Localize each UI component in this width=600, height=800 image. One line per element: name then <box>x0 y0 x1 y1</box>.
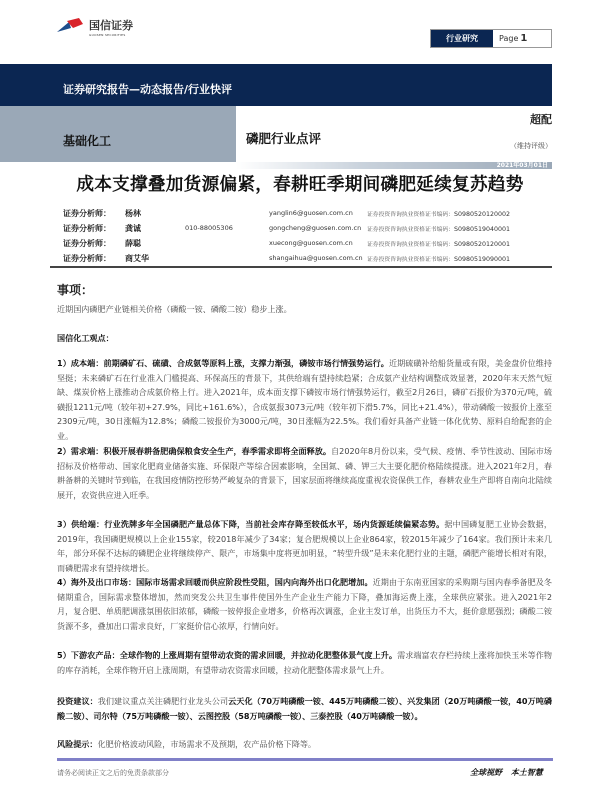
page-label: Page <box>499 34 519 43</box>
report-type-band: 证券研究报告—动态报告/行业快评 <box>0 64 552 106</box>
analyst-row <box>63 252 553 264</box>
analyst-role: 证券分析师： <box>63 208 111 218</box>
analyst-row <box>63 222 553 234</box>
license-number: S0980519040001 <box>453 225 511 233</box>
invest-picks: 云天化（70万吨磷酸一铵、445万吨磷酸二铵）、兴发集团（20万吨磷酸一铵，40万吨磷酸二铵）、司尔特（75万吨磷酸一铵）、云图控股（58万吨磷酸一铵）、三泰控股（40万吨磷酸一铵）。 <box>57 696 552 721</box>
license-number: S0980520120001 <box>453 240 511 248</box>
viewpoint-lead: 3）供给端：行业洗牌多年全国磷肥产量总体下降，当前社会库存降至较低水平，场内货源延续偏紧态势。 <box>57 519 445 529</box>
license-label: 证券投资咨询执业资格证书编码： <box>367 226 454 233</box>
footer-divider <box>57 758 553 761</box>
investment-advice <box>57 694 552 723</box>
report-title: 成本支撑叠加货源偏紧，春耕旺季期间磷肥延续复苏趋势 <box>76 175 524 195</box>
analyst-email[interactable]: shangaihua@guosen.com.cn <box>269 254 363 262</box>
analyst-role: 证券分析师： <box>63 223 111 233</box>
viewpoint-body: 近期硫磺补给船货量或有限，美金盘价位维持坚挺；未来磷矿石在行业准入门槛提高、环保高压的背景下，其供给端有望持续趋紧；合成氨产业结构调整成效显著，2020年末天然气短缺、煤炭价格上涨推动合成氨价格上行。进入2021年，成本面支撑下磷铵市场行情强势运行，截至2月26日，磷矿石报价为370元/吨，硫磺报1211元/吨（较年初+27.9%，同比+161.6%），合成氨报3073元/吨（较年初下滑5.7%，同比+21.4%），带动磷酸一铵报价上涨至2309元/吨，30日涨幅为12.8%；磷酸二铵报价为3000元/吨，30日涨幅为22.5%。我们看好具备产业链一体化优势、原料自给配套的企业。 <box>57 358 552 441</box>
analyst-role: 证券分析师： <box>63 238 111 248</box>
section-tab: 行业研究 <box>431 30 493 47</box>
sector-label: 基础化工 <box>0 106 236 162</box>
license-label: 证券投资咨询执业资格证书编码： <box>367 241 454 248</box>
analyst-name: 薛聪 <box>125 238 141 248</box>
analyst-role: 证券分析师： <box>63 253 111 263</box>
logo-mark-icon <box>57 18 83 36</box>
viewpoint-lead: 5）下游农产品：全球作物的上涨周期有望带动农资的需求回暖，并拉动化肥整体景气度上升。 <box>57 650 398 660</box>
viewpoint-body: 自2020年8月份以来，受气候、疫情、季节性波动、国际市场招标及价格带动、国家化肥商业储备实施、环保限产等综合因素影响，全国氮、磷、钾三大主要化肥价格陆续提涨。进入2021年2月，春耕备耕的关键时节到临，在我国疫情防控形势严峻复杂的背景下，国家层面将继续高度重视农资保供工作，春耕农业生产即将自南向北陆续展开，农资供应进入旺季。 <box>57 446 553 500</box>
invest-label: 投资建议： <box>57 696 98 706</box>
logo-name: 国信证券 <box>89 19 133 32</box>
viewpoint-paragraph <box>57 575 552 633</box>
page-indicator <box>493 30 527 47</box>
logo-subtitle: GUOSEN SECURITIES <box>89 33 126 37</box>
events-text: 近期国内磷肥产业链相关价格（磷酸一铵、磷酸二铵）稳步上涨。 <box>57 304 292 314</box>
analyst-email[interactable]: yanglin6@guosen.com.cn <box>269 209 353 217</box>
viewpoint-paragraph <box>57 648 552 677</box>
viewpoint-body: 近期由于东南亚国家的采购期与国内春季备肥及冬储期重合，国际需求整体增加，然而突发公共卫生事件使国外生产企业生产能力下降，叠加海运费上涨，全球供应紧张。进入2021年2月，复合肥、单质肥调涨氛围依旧浓郁，磷酸一铵停报企业增多，价格再次调涨，企业主发订单，出货压力不大，挺价意愿强烈；磷酸二铵货源不多，叠加出口需求良好，厂家挺价信心浓厚，行情向好。 <box>57 577 552 631</box>
viewpoint-body: 需求端富农存栏持续上涨将加快玉米等作物的库存消耗，全球作物开启上涨周期，有望带动农资需求回暖，拉动化肥整体需求景气上升。 <box>57 650 552 675</box>
rating-note: （维持评级） <box>510 142 552 150</box>
analyst-phone: 010-88005306 <box>185 224 233 232</box>
viewpoint-body: 据中国磷复肥工业协会数据，2019年，我国磷肥规模以上企业155家，较2018年减少了34家；复合肥规模以上企业864家，较2015年减少了164家。我们预计未来几年，部分环保不达标的磷肥企业将继续停产、限产，市场集中度将更加明显，“转型升级”是未来化肥行业的主题，磷肥产能增长相对有限，而磷肥需求有望持续增长。 <box>57 519 552 573</box>
analyst-email[interactable]: xuecong@guosen.com.cn <box>269 239 353 247</box>
risk-body: 化肥价格波动风险，市场需求不及预期，农产品价格下降等。 <box>97 739 317 749</box>
viewpoint-paragraph <box>57 356 552 444</box>
analyst-email[interactable]: gongcheng@guosen.com.cn <box>269 224 362 232</box>
footer-slogan: 全球视野 本土智慧 <box>470 768 543 777</box>
page-header-tab <box>430 29 552 48</box>
viewpoint-paragraph <box>57 517 552 575</box>
license-label: 证券投资咨询执业资格证书编码： <box>367 256 454 263</box>
viewpoint-lead: 4）海外及出口市场：国际市场需求回暖而供应阶段性受阻，国内向海外出口化肥增加。 <box>57 577 373 587</box>
viewpoint-lead: 1）成本端：前期磷矿石、硫磺、合成氨等原料上涨，支撑力渐强，磷铵市场行情强势运行。 <box>57 358 389 368</box>
invest-body: 我们建议重点关注磷肥行业龙头公司 <box>97 696 229 706</box>
analyst-name: 杨林 <box>125 208 141 218</box>
page-number: 1 <box>520 33 528 44</box>
analyst-row <box>63 237 553 249</box>
analyst-name: 龚诚 <box>125 223 141 233</box>
license-number: S0980520120002 <box>453 210 511 218</box>
analyst-name: 商艾华 <box>125 253 149 263</box>
risk-label: 风险提示： <box>57 739 98 749</box>
report-subtitle: 磷肥行业点评 <box>246 131 322 146</box>
company-logo <box>57 17 133 37</box>
license-number: S0980519090001 <box>453 255 511 263</box>
viewpoint-paragraph <box>57 444 552 502</box>
risk-warning <box>57 737 552 752</box>
analyst-row <box>63 207 553 219</box>
footer-disclaimer: 请务必阅读正文之后的免责条款部分 <box>57 769 169 777</box>
events-heading: 事项： <box>57 283 94 297</box>
report-date: 2021年03月01日 <box>236 162 552 169</box>
viewpoint-lead: 2）需求端：积极开展春耕备肥确保粮食安全生产，春季需求即将全面释放。 <box>57 446 332 456</box>
rating: 超配 <box>530 113 552 126</box>
divider <box>50 266 552 268</box>
views-heading: 国信化工观点： <box>57 333 114 343</box>
license-label: 证券投资咨询执业资格证书编码： <box>367 211 454 218</box>
